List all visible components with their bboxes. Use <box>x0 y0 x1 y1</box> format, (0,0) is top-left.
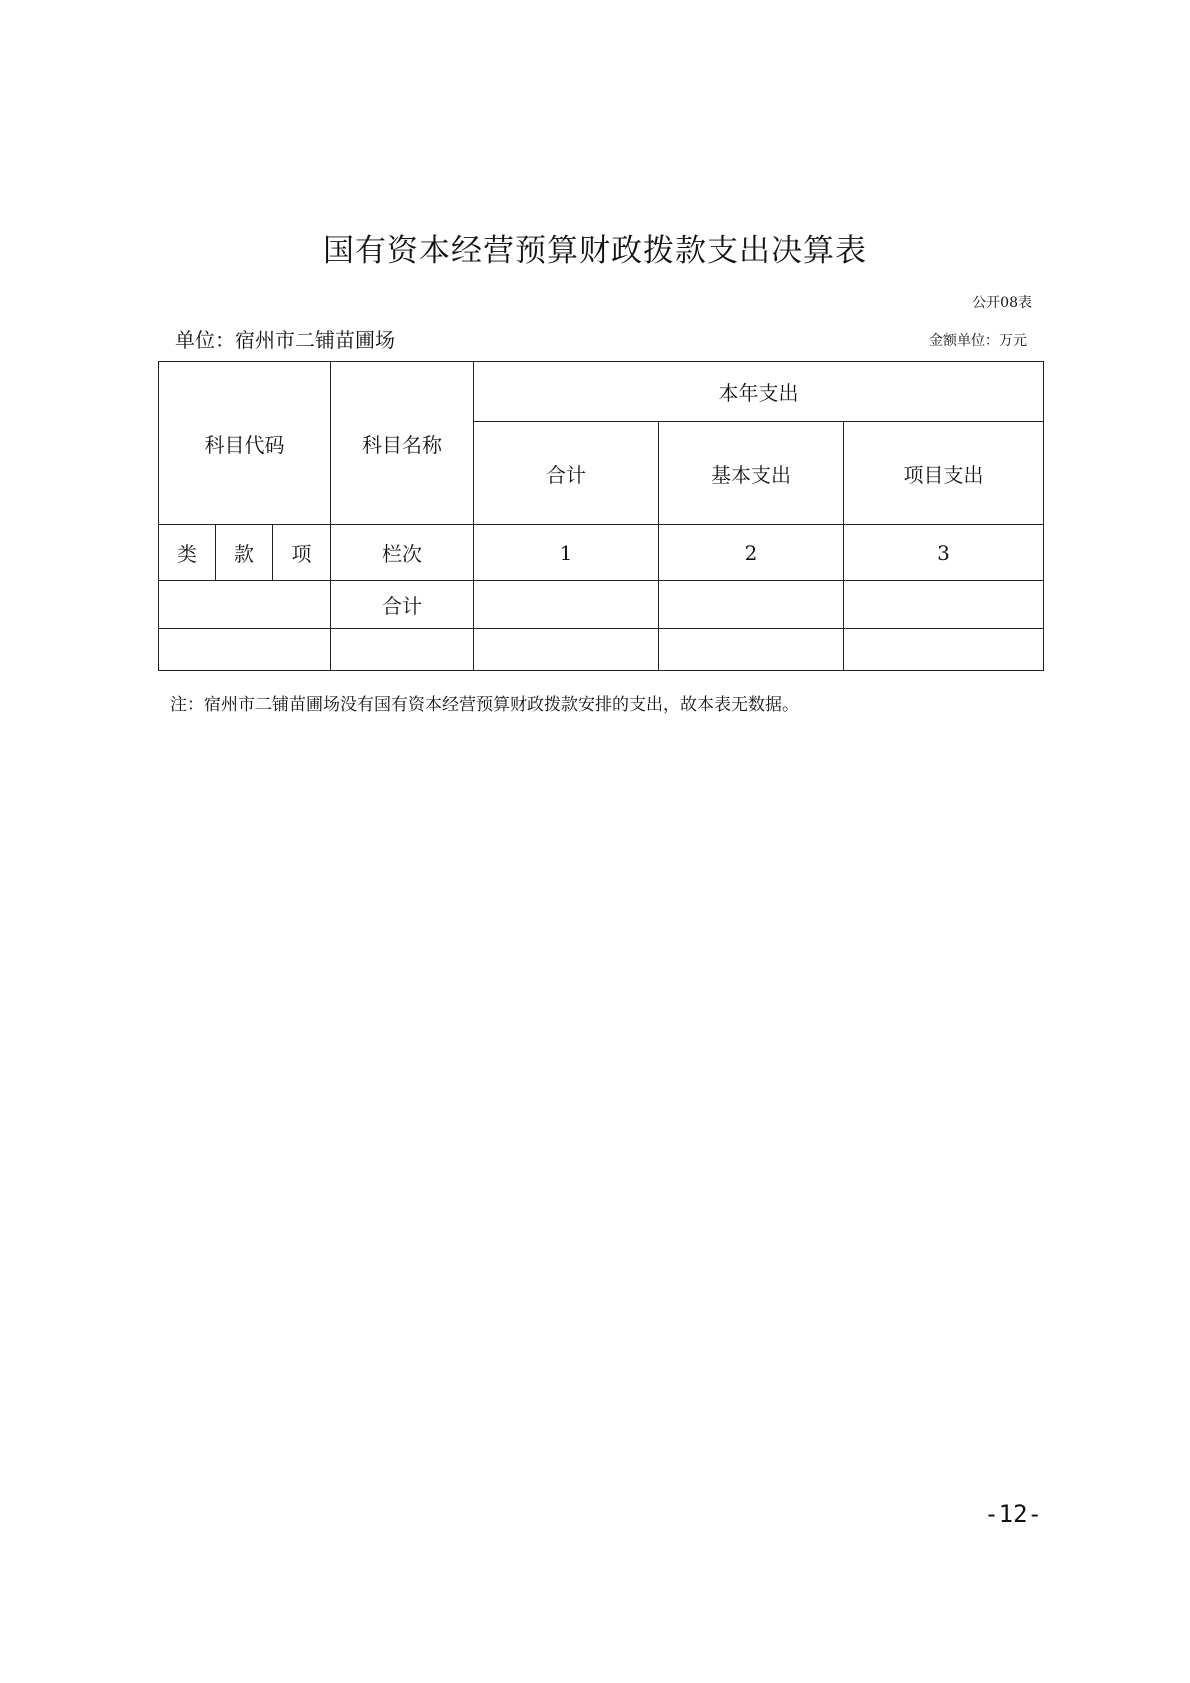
sub-header-row <box>159 525 1044 581</box>
row-project <box>844 629 1044 671</box>
header-basic: 基本支出 <box>659 422 844 525</box>
header-current-year: 本年支出 <box>474 362 1044 422</box>
sub-header-col1: 1 <box>474 525 659 581</box>
budget-table <box>158 361 1044 671</box>
page-title: 国有资本经营预算财政拨款支出决算表 <box>323 233 867 269</box>
row-total <box>474 629 659 671</box>
row-total <box>474 581 659 629</box>
header-project: 项目支出 <box>844 422 1044 525</box>
sub-header-col2: 2 <box>659 525 844 581</box>
header-name: 科目名称 <box>331 362 474 525</box>
header-code: 科目代码 <box>159 362 331 525</box>
page-number: -12- <box>984 1500 1042 1528</box>
sub-header-col3: 3 <box>844 525 1044 581</box>
row-basic <box>659 629 844 671</box>
header-row-1 <box>159 362 1044 422</box>
header-total: 合计 <box>474 422 659 525</box>
row-name: 合计 <box>331 581 474 629</box>
table-row <box>159 581 1044 629</box>
unit-label: 单位：宿州市二铺苗圃场 <box>175 328 395 352</box>
row-basic <box>659 581 844 629</box>
row-code <box>159 629 331 671</box>
table-row <box>159 629 1044 671</box>
row-project <box>844 581 1044 629</box>
form-number: 公开08表 <box>972 295 1032 311</box>
table-note: 注：宿州市二铺苗圃场没有国有资本经营预算财政拨款安排的支出，故本表无数据。 <box>170 695 799 715</box>
sub-header-kuan: 款 <box>216 525 273 581</box>
row-name <box>331 629 474 671</box>
sub-header-xiang: 项 <box>273 525 331 581</box>
sub-header-column-no: 栏次 <box>331 525 474 581</box>
money-unit-label: 金额单位：万元 <box>929 333 1027 349</box>
sub-header-lei: 类 <box>159 525 216 581</box>
row-code <box>159 581 331 629</box>
